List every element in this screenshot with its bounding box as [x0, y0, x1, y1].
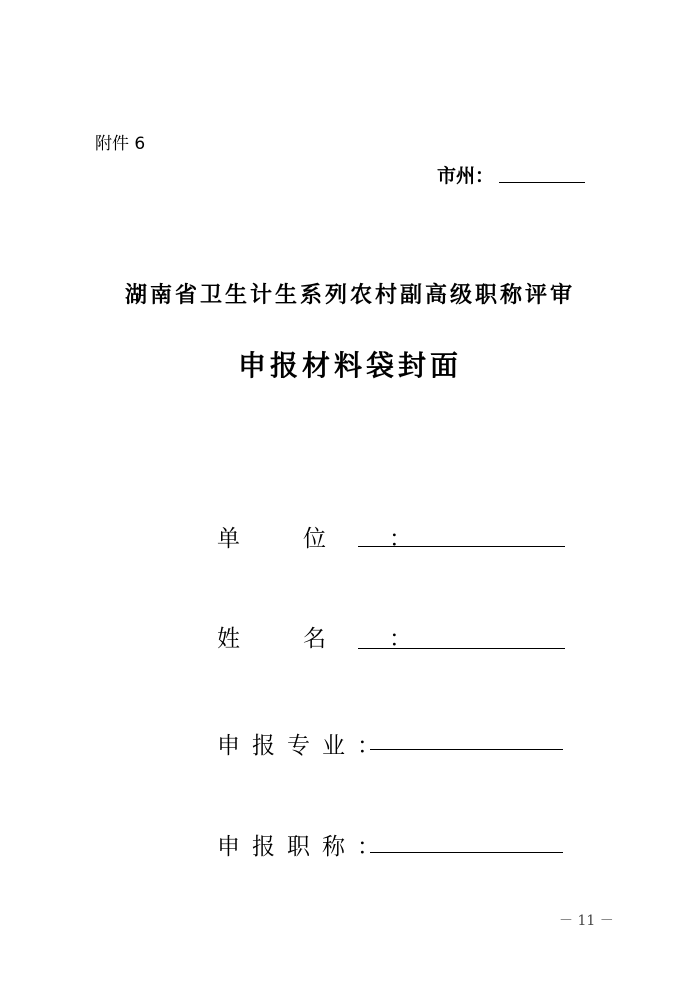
city-fill-line — [499, 182, 585, 183]
unit-fill-line — [358, 546, 565, 547]
name-label: 姓名： — [217, 626, 475, 652]
document-subtitle: 申报材料袋封面 — [237, 349, 462, 382]
specialty-label: 申报专业： — [217, 733, 392, 759]
unit-label: 单位： — [217, 526, 475, 552]
attachment-label: 附件 6 — [95, 134, 146, 154]
city-label: 市州： — [437, 165, 495, 187]
document-title: 湖南省卫生计生系列农村副高级职称评审 — [124, 282, 575, 308]
specialty-fill-line — [370, 749, 563, 750]
page-number: － 11 － — [559, 913, 614, 929]
title-applied-label: 申报职称： — [217, 834, 392, 860]
title-applied-fill-line — [370, 852, 563, 853]
name-fill-line — [358, 648, 565, 649]
